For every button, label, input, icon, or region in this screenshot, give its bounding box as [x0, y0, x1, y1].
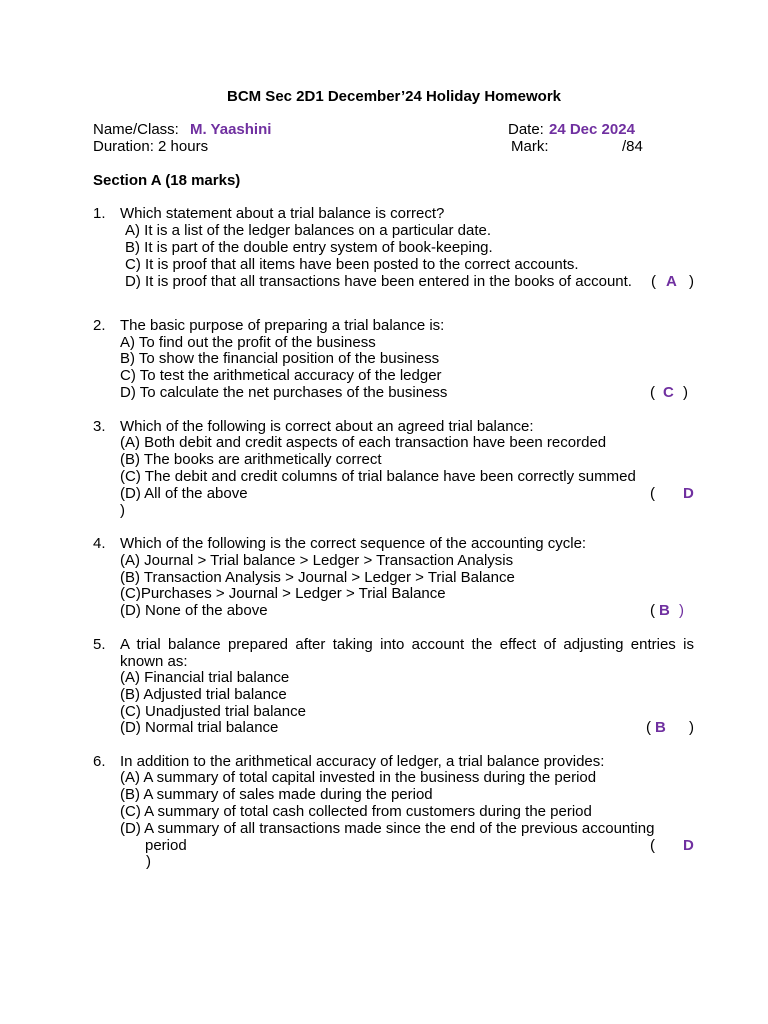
answer: B [655, 719, 666, 736]
option-b: B) To show the financial position of the business [120, 350, 440, 367]
duration: Duration: 2 hours [93, 138, 209, 155]
question-text: Which of the following is the correct sequence of the accounting cycle: [120, 535, 587, 552]
answer: B [659, 602, 670, 619]
option-a: (A) Journal > Trial balance > Ledger > Transaction Analysis [120, 552, 514, 569]
date-label: Date: [508, 121, 544, 138]
option-d: D) It is proof that all transactions have been entered in the books of account. [125, 273, 632, 290]
option-c: C) To test the arithmetical accuracy of the ledger [120, 367, 442, 384]
option-b: B) It is part of the double entry system of book-keeping. [125, 239, 493, 256]
option-b: (B) A summary of sales made during the period [120, 786, 433, 803]
answer-bracket-close: ) [683, 384, 688, 401]
answer-bracket-open: ( [650, 837, 655, 854]
section-title: Section A (18 marks) [93, 172, 241, 189]
question-text: Which of the following is correct about an agreed trial balance: [120, 418, 534, 435]
question-number: 3. [93, 418, 106, 435]
option-d: (D) All of the above [120, 485, 248, 502]
question-number: 2. [93, 317, 106, 334]
option-b: (B) The books are arithmetically correct [120, 451, 382, 468]
answer: C [663, 384, 674, 401]
question-text-line-1: A trial balance prepared after taking into account the effect of adjusting entries is [120, 636, 694, 653]
answer-bracket-open: ( [646, 719, 651, 736]
name-label: Name/Class: [93, 121, 179, 138]
option-d: (D) None of the above [120, 602, 268, 619]
question-text: The basic purpose of preparing a trial balance is: [120, 317, 445, 334]
mark-total: /84 [622, 138, 643, 155]
answer: A [666, 273, 677, 290]
option-a: A) It is a list of the ledger balances on a particular date. [125, 222, 492, 239]
answer: D [683, 837, 694, 854]
question-text: In addition to the arithmetical accuracy of ledger, a trial balance provides: [120, 753, 605, 770]
answer-bracket-close: ) [689, 273, 694, 290]
option-a: (A) Both debit and credit aspects of each transaction have been recorded [120, 434, 607, 451]
question-text-line-2: known as: [120, 653, 188, 670]
answer-bracket-open: ( [650, 602, 655, 619]
document-title: BCM Sec 2D1 December’24 Holiday Homework [226, 88, 561, 105]
option-d: D) To calculate the net purchases of the business [120, 384, 448, 401]
question-number: 4. [93, 535, 106, 552]
option-c: C) It is proof that all items have been posted to the correct accounts. [125, 256, 579, 273]
answer: D [683, 485, 694, 502]
option-d: (D) A summary of all transactions made since the end of the previous accounting [120, 820, 655, 837]
option-a: (A) A summary of total capital invested in the business during the period [120, 769, 597, 786]
answer-bracket-open: ( [650, 384, 655, 401]
option-a: A) To find out the profit of the business [120, 334, 376, 351]
mark-label: Mark: [511, 138, 549, 155]
option-d-continuation: period [145, 837, 187, 854]
answer-bracket-open: ( [651, 273, 656, 290]
option-b: (B) Adjusted trial balance [120, 686, 287, 703]
answer-bracket-open: ( [650, 485, 655, 502]
option-b: (B) Transaction Analysis > Journal > Ledger > Trial Balance [120, 569, 515, 586]
question-number: 1. [93, 205, 106, 222]
answer-bracket-close: ) [679, 602, 684, 619]
question-number: 6. [93, 753, 106, 770]
name-value: M. Yaashini [190, 121, 272, 138]
answer-bracket-close: ) [146, 853, 151, 870]
question-number: 5. [93, 636, 106, 653]
answer-bracket-close: ) [689, 719, 694, 736]
option-c: (C) The debit and credit columns of trial balance have been correctly summed [120, 468, 636, 485]
option-c: (C) Unadjusted trial balance [120, 703, 306, 720]
option-a: (A) Financial trial balance [120, 669, 290, 686]
option-c: (C)Purchases > Journal > Ledger > Trial Balance [120, 585, 446, 602]
question-text: Which statement about a trial balance is correct? [120, 205, 445, 222]
date-value: 24 Dec 2024 [549, 121, 635, 138]
option-d: (D) Normal trial balance [120, 719, 279, 736]
option-c: (C) A summary of total cash collected from customers during the period [120, 803, 592, 820]
answer-bracket-close: ) [120, 502, 125, 519]
